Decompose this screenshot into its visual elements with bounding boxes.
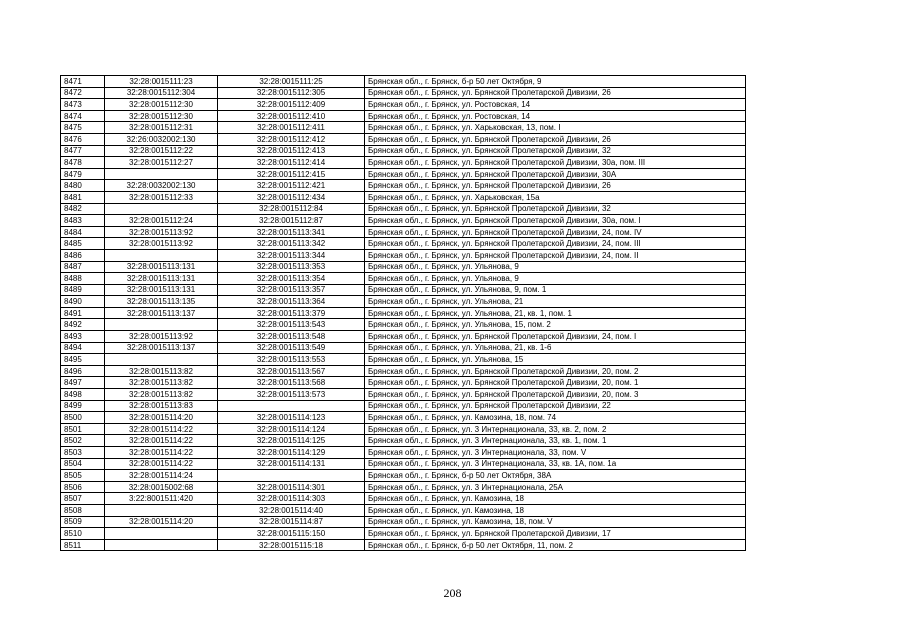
row-number-cell: 8495 (61, 354, 105, 366)
row-number-cell: 8479 (61, 168, 105, 180)
table-row (61, 342, 746, 354)
address-cell: Брянская обл., г. Брянск, ул. Брянской Пролетарской Дивизии, 30а, пом. III (365, 157, 746, 169)
table-row (61, 389, 746, 401)
table-row (61, 180, 746, 192)
table-row (61, 354, 746, 366)
table-row (61, 76, 746, 88)
old-cadastral-number-cell: 32:28:0032002:130 (105, 180, 218, 192)
address-cell: Брянская обл., г. Брянск, ул. Брянской Пролетарской Дивизии, 32 (365, 145, 746, 157)
row-number-cell: 8509 (61, 516, 105, 528)
old-cadastral-number-cell: 32:28:0015113:92 (105, 238, 218, 250)
row-number-cell: 8500 (61, 412, 105, 424)
row-number-cell: 8487 (61, 261, 105, 273)
table-row (61, 215, 746, 227)
table-row (61, 400, 746, 412)
row-number-cell: 8477 (61, 145, 105, 157)
new-cadastral-number-cell: 32:28:0015114:303 (218, 493, 365, 505)
old-cadastral-number-cell: 32:28:0015113:82 (105, 389, 218, 401)
page-number: 208 (443, 586, 462, 600)
table-row (61, 447, 746, 459)
new-cadastral-number-cell: 32:28:0015113:357 (218, 284, 365, 296)
table-row (61, 504, 746, 516)
row-number-cell: 8505 (61, 470, 105, 482)
new-cadastral-number-cell: 32:28:0015112:413 (218, 145, 365, 157)
table-row (61, 493, 746, 505)
row-number-cell: 8472 (61, 87, 105, 99)
old-cadastral-number-cell: 32:28:0015113:137 (105, 342, 218, 354)
table-row (61, 168, 746, 180)
table-row (61, 133, 746, 145)
row-number-cell: 8507 (61, 493, 105, 505)
row-number-cell: 8473 (61, 99, 105, 111)
old-cadastral-number-cell: 32:28:0015114:20 (105, 516, 218, 528)
old-cadastral-number-cell: 32:28:0015113:92 (105, 331, 218, 343)
new-cadastral-number-cell: 32:28:0015114:124 (218, 423, 365, 435)
new-cadastral-number-cell: 32:28:0015112:410 (218, 110, 365, 122)
address-cell: Брянская обл., г. Брянск, ул. Брянской Пролетарской Дивизии, 24, пом. I (365, 331, 746, 343)
old-cadastral-number-cell (105, 528, 218, 540)
new-cadastral-number-cell: 32:28:0015113:364 (218, 296, 365, 308)
table-row (61, 226, 746, 238)
row-number-cell: 8484 (61, 226, 105, 238)
old-cadastral-number-cell: 32:28:0015113:82 (105, 365, 218, 377)
row-number-cell: 8493 (61, 331, 105, 343)
address-cell: Брянская обл., г. Брянск, ул. Харьковская, 15а (365, 191, 746, 203)
new-cadastral-number-cell: 32:28:0015114:125 (218, 435, 365, 447)
row-number-cell: 8490 (61, 296, 105, 308)
new-cadastral-number-cell: 32:28:0015114:301 (218, 481, 365, 493)
row-number-cell: 8492 (61, 319, 105, 331)
new-cadastral-number-cell: 32:28:0015112:412 (218, 133, 365, 145)
old-cadastral-number-cell: 32:28:0015112:30 (105, 99, 218, 111)
table-row (61, 145, 746, 157)
new-cadastral-number-cell: 32:28:0015113:543 (218, 319, 365, 331)
address-cell: Брянская обл., г. Брянск, ул. Брянской Пролетарской Дивизии, 17 (365, 528, 746, 540)
address-cell: Брянская обл., г. Брянск, ул. Ульянова, 9 (365, 273, 746, 285)
old-cadastral-number-cell: 32:28:0015112:33 (105, 191, 218, 203)
address-cell: Брянская обл., г. Брянск, ул. Брянской Пролетарской Дивизии, 32 (365, 203, 746, 215)
table-row (61, 458, 746, 470)
old-cadastral-number-cell (105, 168, 218, 180)
row-number-cell: 8488 (61, 273, 105, 285)
old-cadastral-number-cell: 32:28:0015112:30 (105, 110, 218, 122)
registry-table-body (61, 76, 746, 551)
address-cell: Брянская обл., г. Брянск, ул. 3 Интернационала, 33, кв. 1, пом. 1 (365, 435, 746, 447)
new-cadastral-number-cell: 32:28:0015114:40 (218, 504, 365, 516)
old-cadastral-number-cell: 32:28:0015113:83 (105, 400, 218, 412)
row-number-cell: 8504 (61, 458, 105, 470)
old-cadastral-number-cell: 32:26:0032002:130 (105, 133, 218, 145)
address-cell: Брянская обл., г. Брянск, ул. Ульянова, 9 (365, 261, 746, 273)
row-number-cell: 8508 (61, 504, 105, 516)
table-row (61, 261, 746, 273)
address-cell: Брянская обл., г. Брянск, ул. Ульянова, 21, кв. 1-6 (365, 342, 746, 354)
row-number-cell: 8511 (61, 539, 105, 551)
new-cadastral-number-cell: 32:28:0015112:87 (218, 215, 365, 227)
row-number-cell: 8481 (61, 191, 105, 203)
address-cell: Брянская обл., г. Брянск, ул. Камозина, 18, пом. 74 (365, 412, 746, 424)
address-cell: Брянская обл., г. Брянск, ул. 3 Интернационала, 33, пом. V (365, 447, 746, 459)
row-number-cell: 8506 (61, 481, 105, 493)
old-cadastral-number-cell: 32:28:0015114:22 (105, 447, 218, 459)
address-cell: Брянская обл., г. Брянск, ул. Брянской Пролетарской Дивизии, 24, пом. II (365, 249, 746, 261)
new-cadastral-number-cell: 32:28:0015114:123 (218, 412, 365, 424)
row-number-cell: 8510 (61, 528, 105, 540)
address-cell: Брянская обл., г. Брянск, ул. Ульянова, 15, пом. 2 (365, 319, 746, 331)
address-cell: Брянская обл., г. Брянск, ул. Ростовская, 14 (365, 110, 746, 122)
new-cadastral-number-cell: 32:28:0015114:87 (218, 516, 365, 528)
address-cell: Брянская обл., г. Брянск, ул. Ульянова, 9, пом. 1 (365, 284, 746, 296)
row-number-cell: 8483 (61, 215, 105, 227)
new-cadastral-number-cell: 32:28:0015112:414 (218, 157, 365, 169)
old-cadastral-number-cell: 32:28:0015113:137 (105, 307, 218, 319)
new-cadastral-number-cell: 32:28:0015113:379 (218, 307, 365, 319)
row-number-cell: 8486 (61, 249, 105, 261)
new-cadastral-number-cell: 32:28:0015114:131 (218, 458, 365, 470)
address-cell: Брянская обл., г. Брянск, ул. Камозина, 18 (365, 493, 746, 505)
address-cell: Брянская обл., г. Брянск, ул. Брянской Пролетарской Дивизии, 26 (365, 180, 746, 192)
new-cadastral-number-cell: 32:28:0015113:567 (218, 365, 365, 377)
old-cadastral-number-cell: 32:28:0015114:24 (105, 470, 218, 482)
old-cadastral-number-cell: 32:28:0015112:31 (105, 122, 218, 134)
address-cell: Брянская обл., г. Брянск, ул. Брянской Пролетарской Дивизии, 24, пом. III (365, 238, 746, 250)
address-cell: Брянская обл., г. Брянск, ул. Брянской Пролетарской Дивизии, 26 (365, 133, 746, 145)
old-cadastral-number-cell: 32:28:0015113:131 (105, 284, 218, 296)
table-row (61, 122, 746, 134)
address-cell: Брянская обл., г. Брянск, ул. Брянской Пролетарской Дивизии, 20, пом. 1 (365, 377, 746, 389)
address-cell: Брянская обл., г. Брянск, ул. Камозина, 18 (365, 504, 746, 516)
new-cadastral-number-cell (218, 470, 365, 482)
new-cadastral-number-cell: 32:28:0015112:421 (218, 180, 365, 192)
row-number-cell: 8478 (61, 157, 105, 169)
address-cell: Брянская обл., г. Брянск, ул. 3 Интернационала, 33, кв. 1А, пом. 1а (365, 458, 746, 470)
table-row (61, 412, 746, 424)
old-cadastral-number-cell: 32:28:0015114:22 (105, 458, 218, 470)
row-number-cell: 8475 (61, 122, 105, 134)
new-cadastral-number-cell: 32:28:0015113:344 (218, 249, 365, 261)
table-row (61, 365, 746, 377)
address-cell: Брянская обл., г. Брянск, ул. Брянской Пролетарской Дивизии, 24, пом. IV (365, 226, 746, 238)
table-row (61, 481, 746, 493)
address-cell: Брянская обл., г. Брянск, ул. 3 Интернационала, 25А (365, 481, 746, 493)
table-row (61, 423, 746, 435)
row-number-cell: 8491 (61, 307, 105, 319)
old-cadastral-number-cell: 32:28:0015113:82 (105, 377, 218, 389)
address-cell: Брянская обл., г. Брянск, ул. Ростовская, 14 (365, 99, 746, 111)
address-cell: Брянская обл., г. Брянск, ул. Брянской Пролетарской Дивизии, 20, пом. 2 (365, 365, 746, 377)
old-cadastral-number-cell: 32:28:0015113:131 (105, 261, 218, 273)
table-row (61, 296, 746, 308)
row-number-cell: 8480 (61, 180, 105, 192)
row-number-cell: 8482 (61, 203, 105, 215)
address-cell: Брянская обл., г. Брянск, б-р 50 лет Октября, 11, пом. 2 (365, 539, 746, 551)
old-cadastral-number-cell: 3:22:8001511:420 (105, 493, 218, 505)
table-row (61, 435, 746, 447)
row-number-cell: 8471 (61, 76, 105, 88)
old-cadastral-number-cell (105, 354, 218, 366)
table-row (61, 331, 746, 343)
address-cell: Брянская обл., г. Брянск, ул. Харьковская, 13, пом. I (365, 122, 746, 134)
address-cell: Брянская обл., г. Брянск, ул. Ульянова, 15 (365, 354, 746, 366)
row-number-cell: 8497 (61, 377, 105, 389)
table-row (61, 157, 746, 169)
old-cadastral-number-cell: 32:28:0015112:22 (105, 145, 218, 157)
old-cadastral-number-cell (105, 203, 218, 215)
row-number-cell: 8503 (61, 447, 105, 459)
new-cadastral-number-cell: 32:28:0015113:573 (218, 389, 365, 401)
address-cell: Брянская обл., г. Брянск, ул. Брянской Пролетарской Дивизии, 26 (365, 87, 746, 99)
address-cell: Брянская обл., г. Брянск, ул. Брянской Пролетарской Дивизии, 22 (365, 400, 746, 412)
new-cadastral-number-cell: 32:28:0015114:129 (218, 447, 365, 459)
address-cell: Брянская обл., г. Брянск, ул. Камозина, 18, пом. V (365, 516, 746, 528)
old-cadastral-number-cell: 32:28:0015113:131 (105, 273, 218, 285)
address-cell: Брянская обл., г. Брянск, ул. 3 Интернационала, 33, кв. 2, пом. 2 (365, 423, 746, 435)
table-row (61, 273, 746, 285)
new-cadastral-number-cell: 32:28:0015112:305 (218, 87, 365, 99)
table-row (61, 99, 746, 111)
old-cadastral-number-cell (105, 249, 218, 261)
table-row (61, 539, 746, 551)
table-row (61, 203, 746, 215)
new-cadastral-number-cell: 32:28:0015112:415 (218, 168, 365, 180)
new-cadastral-number-cell: 32:28:0015112:409 (218, 99, 365, 111)
row-number-cell: 8498 (61, 389, 105, 401)
new-cadastral-number-cell: 32:28:0015113:354 (218, 273, 365, 285)
registry-table (60, 75, 746, 551)
table-row (61, 110, 746, 122)
new-cadastral-number-cell: 32:28:0015112:84 (218, 203, 365, 215)
address-cell: Брянская обл., г. Брянск, б-р 50 лет Октября, 9 (365, 76, 746, 88)
row-number-cell: 8476 (61, 133, 105, 145)
old-cadastral-number-cell (105, 319, 218, 331)
address-cell: Брянская обл., г. Брянск, б-р 50 лет Октября, 38А (365, 470, 746, 482)
new-cadastral-number-cell: 32:28:0015111:25 (218, 76, 365, 88)
old-cadastral-number-cell: 32:28:0015113:92 (105, 226, 218, 238)
new-cadastral-number-cell (218, 400, 365, 412)
old-cadastral-number-cell: 32:28:0015114:22 (105, 435, 218, 447)
old-cadastral-number-cell: 32:28:0015114:20 (105, 412, 218, 424)
new-cadastral-number-cell: 32:28:0015113:548 (218, 331, 365, 343)
old-cadastral-number-cell: 32:28:0015112:27 (105, 157, 218, 169)
table-row (61, 238, 746, 250)
new-cadastral-number-cell: 32:28:0015113:353 (218, 261, 365, 273)
table-row (61, 249, 746, 261)
new-cadastral-number-cell: 32:28:0015112:411 (218, 122, 365, 134)
row-number-cell: 8494 (61, 342, 105, 354)
old-cadastral-number-cell: 32:28:0015111:23 (105, 76, 218, 88)
row-number-cell: 8502 (61, 435, 105, 447)
address-cell: Брянская обл., г. Брянск, ул. Ульянова, 21 (365, 296, 746, 308)
table-row (61, 528, 746, 540)
old-cadastral-number-cell: 32:28:0015114:22 (105, 423, 218, 435)
new-cadastral-number-cell: 32:28:0015113:341 (218, 226, 365, 238)
address-cell: Брянская обл., г. Брянск, ул. Ульянова, 21, кв. 1, пом. 1 (365, 307, 746, 319)
table-row (61, 307, 746, 319)
row-number-cell: 8499 (61, 400, 105, 412)
new-cadastral-number-cell: 32:28:0015113:568 (218, 377, 365, 389)
row-number-cell: 8496 (61, 365, 105, 377)
table-row (61, 284, 746, 296)
old-cadastral-number-cell: 32:28:0015113:135 (105, 296, 218, 308)
address-cell: Брянская обл., г. Брянск, ул. Брянской Пролетарской Дивизии, 30а, пом. I (365, 215, 746, 227)
table-row (61, 470, 746, 482)
address-cell: Брянская обл., г. Брянск, ул. Брянской Пролетарской Дивизии, 30А (365, 168, 746, 180)
table-row (61, 191, 746, 203)
old-cadastral-number-cell (105, 539, 218, 551)
new-cadastral-number-cell: 32:28:0015113:549 (218, 342, 365, 354)
new-cadastral-number-cell: 32:28:0015113:342 (218, 238, 365, 250)
old-cadastral-number-cell: 32:28:0015112:304 (105, 87, 218, 99)
table-row (61, 319, 746, 331)
row-number-cell: 8489 (61, 284, 105, 296)
row-number-cell: 8474 (61, 110, 105, 122)
old-cadastral-number-cell (105, 504, 218, 516)
row-number-cell: 8501 (61, 423, 105, 435)
new-cadastral-number-cell: 32:28:0015115:150 (218, 528, 365, 540)
new-cadastral-number-cell: 32:28:0015115:18 (218, 539, 365, 551)
new-cadastral-number-cell: 32:28:0015112:434 (218, 191, 365, 203)
new-cadastral-number-cell: 32:28:0015113:553 (218, 354, 365, 366)
address-cell: Брянская обл., г. Брянск, ул. Брянской Пролетарской Дивизии, 20, пом. 3 (365, 389, 746, 401)
table-row (61, 516, 746, 528)
row-number-cell: 8485 (61, 238, 105, 250)
table-row (61, 87, 746, 99)
old-cadastral-number-cell: 32:28:0015002:68 (105, 481, 218, 493)
old-cadastral-number-cell: 32:28:0015112:24 (105, 215, 218, 227)
table-row (61, 377, 746, 389)
